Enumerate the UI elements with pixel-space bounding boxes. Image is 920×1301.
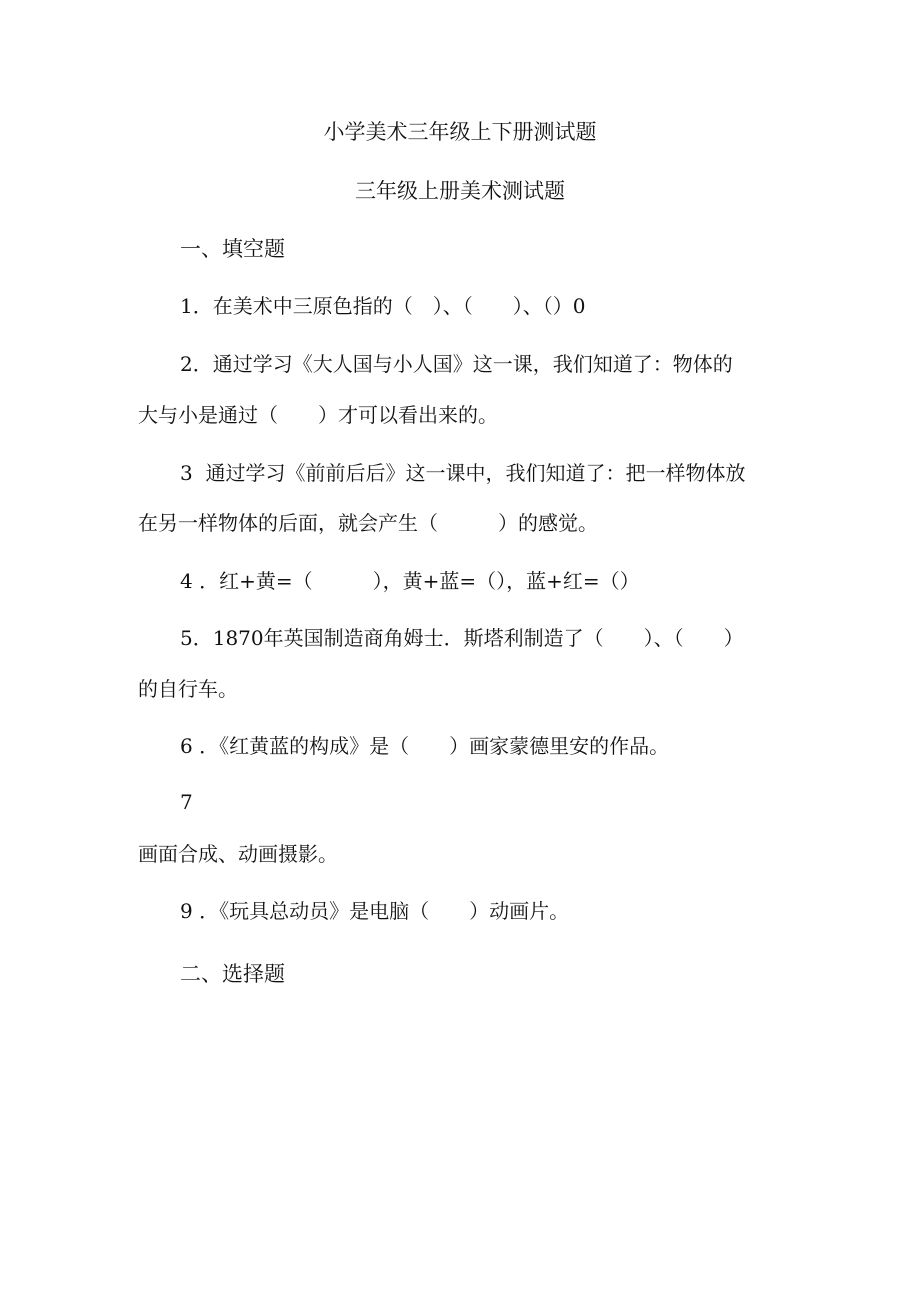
question-2-line-2: 大与小是通过（ ）才可以看出来的。 [138, 403, 498, 427]
question-7-line-2: 画面合成、动画摄影。 [138, 842, 338, 866]
question-9: 9 ．《玩具总动员》是电脑（ ）动画片。 [180, 899, 570, 923]
question-5-line-1: 5．1870年英国制造商角姆士．斯塔利制造了（ ）、（ ） [180, 626, 744, 650]
question-3-line-1: 3 通过学习《前前后后》这一课中，我们知道了：把一样物体放 [180, 461, 746, 485]
question-4: 4 ．红+黄=（ ），黄+蓝=（），蓝+红=（） [180, 569, 640, 593]
sub-title: 三年级上册美术测试题 [355, 179, 565, 203]
question-1: 1．在美术中三原色指的（ ）、（ ）、（）0 [180, 294, 586, 318]
section-heading-multiple-choice: 二、选择题 [180, 962, 285, 986]
question-7-number: 7 [180, 790, 193, 814]
question-3-line-2: 在另一样物体的后面，就会产生（ ）的感觉。 [138, 511, 598, 535]
question-6: 6 ．《红黄蓝的构成》是（ ）画家蒙德里安的作品。 [180, 734, 670, 758]
question-5-line-2: 的自行车。 [138, 677, 238, 701]
question-2-line-1: 2．通过学习《大人国与小人国》这一课，我们知道了：物体的 [180, 352, 733, 376]
section-heading-fill-in: 一、填空题 [180, 237, 285, 261]
main-title: 小学美术三年级上下册测试题 [323, 120, 597, 144]
